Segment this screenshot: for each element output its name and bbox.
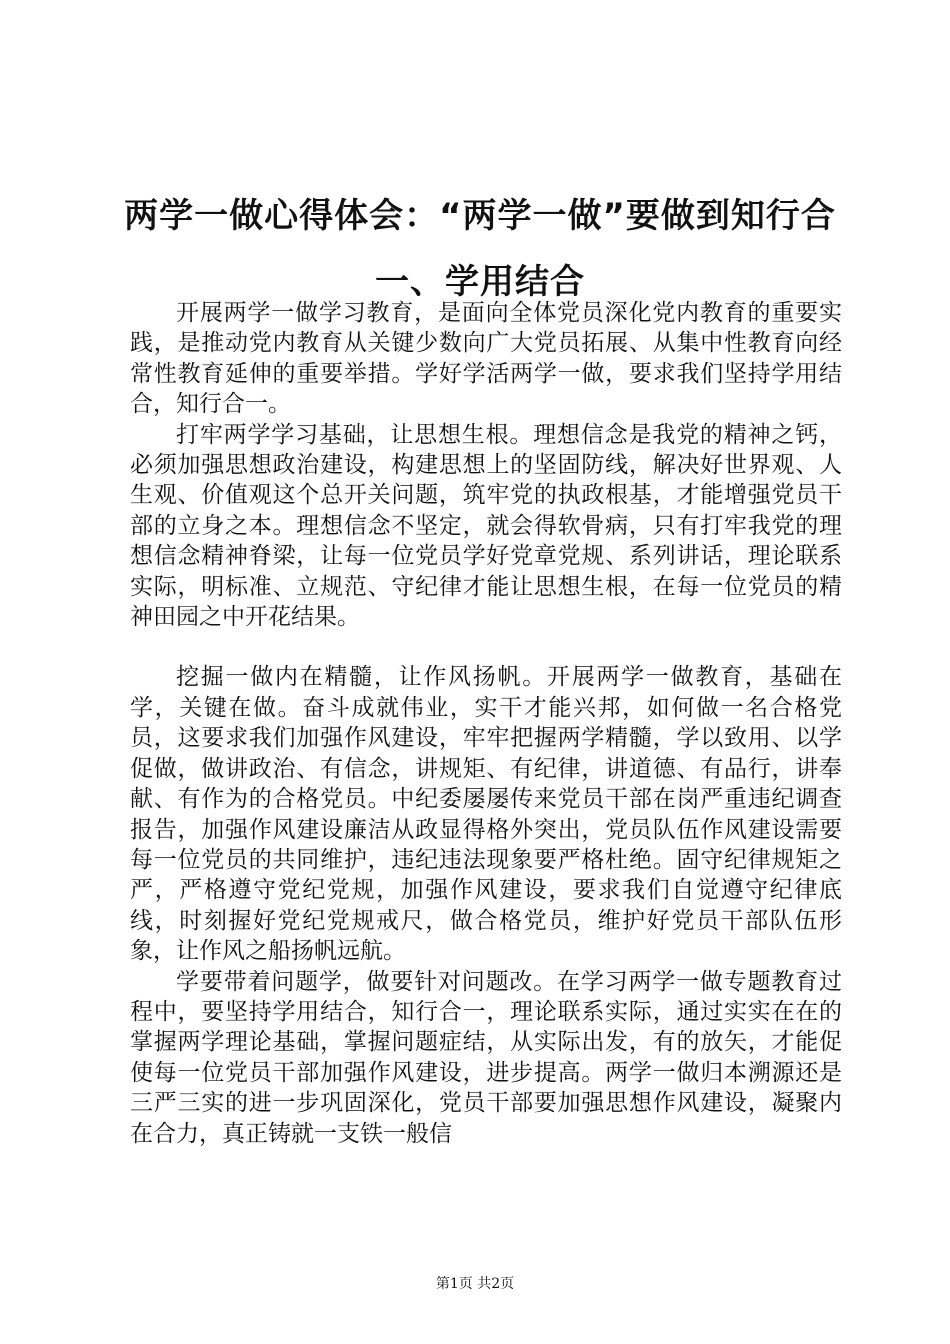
paragraph-ideals: 打牢两学学习基础，让思想生根。理想信念是我党的精神之钙，必须加强思想政治建设，构建思想上的坚固防线，解决好世界观、人生观、价值观这个总开关问题，筑牢党的执政根基，才能增强党员干部的立身之本。理想信念不坚定，就会得软骨病，只有打牢我党的理想信念精神脊梁，让每一位党员学好党章党规、系列讲话，理论联系实际，明标准、立规范、守纪律才能让思想生根，在每一位党员的精神田园之中开花结果。 [130, 421, 842, 631]
document-body [130, 298, 842, 1149]
paragraph-conduct: 挖掘一做内在精髓，让作风扬帆。开展两学一做教育，基础在学，关键在做。奋斗成就伟业，实干才能兴邦，如何做一名合格党员，这要求我们加强作风建设，牢牢把握两学精髓，学以致用、以学促做，做讲政治、有信念，讲规矩、有纪律，讲道德、有品行，讲奉献、有作为的合格党员。中纪委屡屡传来党员干部在岗严重违纪调查报告，加强作风建设廉洁从政显得格外突出，党员队伍作风建设需要每一位党员的共同维护，违纪违法现象要严格杜绝。固守纪律规矩之严，严格遵守党纪党规，加强作风建设，要求我们自觉遵守纪律底线，时刻握好党纪党规戒尺，做合格党员，维护好党员干部队伍形象，让作风之船扬帆远航。 [130, 664, 842, 965]
paragraph-problems: 学要带着问题学，做要针对问题改。在学习两学一做专题教育过程中，要坚持学用结合，知行合一，理论联系实际，通过实实在在的掌握两学理论基础，掌握问题症结，从实际出发，有的放矢，才能促使每一位党员干部加强作风建设，进步提高。两学一做归本溯源还是三严三实的进一步巩固深化，党员干部要加强思想作风建设，凝聚内在合力，真正铸就一支铁一般信 [130, 968, 842, 1147]
document-title: 两学一做心得体会：“两学一做”要做到知行合一、学用结合 [124, 195, 836, 302]
paragraph-intro: 开展两学一做学习教育，是面向全体党员深化党内教育的重要实践，是推动党内教育从关键少数向广大党员拓展、从集中性教育向经常性教育延伸的重要举措。学好学活两学一做，要求我们坚持学用结合，知行合一。 [130, 300, 842, 418]
page-number: 第1页 共2页 [435, 1276, 515, 1292]
